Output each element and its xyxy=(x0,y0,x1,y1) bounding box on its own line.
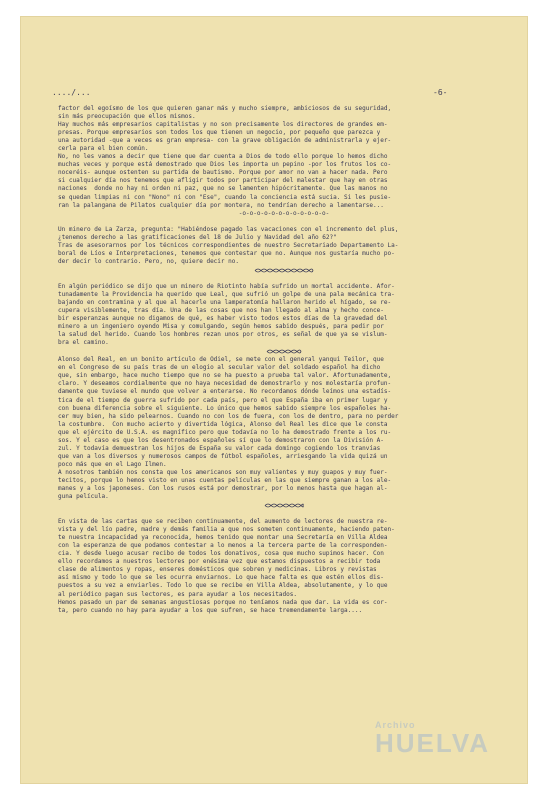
text-line: si cualquier día nos tenemos que afligir todos por participar del malestar que hay en otras xyxy=(58,177,388,185)
text-line: en el Congreso de su país tras de un elogio al secular valor del soldado español ha dicho xyxy=(58,364,381,372)
typed-text-body xyxy=(58,105,510,615)
text-line: así mismo y todo lo que se les ocurra enviarnos. Lo que hace falta es que estén ellos dis- xyxy=(58,574,384,582)
header-continuation-marker: ..../... xyxy=(52,88,91,97)
text-line: que van a los diversos y numerosos campos de fútbol españoles, arriesgando la vida quizá un xyxy=(58,452,388,460)
text-line: ta, pero cuando no hay para ayudar a los que sufren, se hace tremendamente larga.... xyxy=(58,606,363,614)
ornament-divider-2 xyxy=(58,347,510,356)
text-line: bir esperanzas aunque no digamos de qué, es haber visto todos estos días de la gravedad del xyxy=(58,315,388,323)
dash-separator: -o-o-o-o-o-o-o-o-o-o-o-o- xyxy=(238,209,330,217)
text-line: vista y del lío padre, madre y demás familia a que nos someten continuamente, haciendo paten- xyxy=(58,526,395,534)
text-line: con buena diferencia sobre el siguiente. Lo único que hemos sabido siempre los españoles ha- xyxy=(58,404,392,412)
archive-watermark: Archivo HUELVA xyxy=(375,720,491,758)
text-line: zul. Y todavía demuestran los hijos de España su valor cada domingo cogiendo los tranvías xyxy=(58,444,381,452)
text-line: que, sin embargo, hace mucho tiempo que no se ha puesto a prueba tal valor. Afortunadamente, xyxy=(58,372,392,380)
text-line: cia. Y desde luego acusar recibo de todos los donativos, cosa que mucho supimos hacer. Con xyxy=(58,550,384,558)
text-line: boral de Líos e Interpretaciones, tenemos que contestar que no. Aunque nos gustaría mucho po- xyxy=(58,249,395,257)
text-line: te nuestra incapacidad ya reconocida, hemos tenido que montar una Secretaría en Villa Aldea xyxy=(58,534,388,542)
text-line: Tras de asesorarnos por los técnicos correspondientes de nuestro Secretariado Departamento La- xyxy=(58,241,399,249)
paragraph-miner-question xyxy=(58,226,510,266)
paragraph-employers xyxy=(58,105,510,210)
text-line: cupera visiblemente, tras día. Una de las cosas que nos han llegado al alma y hecho conce- xyxy=(58,307,384,315)
paragraph-alonso-del-real xyxy=(58,356,510,501)
ornament-divider-3 xyxy=(58,501,510,510)
ornament-icon xyxy=(266,348,302,355)
text-line: bra el camino. xyxy=(58,339,109,347)
text-line: cerla para el bien común. xyxy=(58,145,149,153)
text-line: la salud del herido. Cuando los hombres rezan unos por otros, es señal de que ya se vislum- xyxy=(58,331,388,339)
text-line: se quedan limpias ni con "Nono" ni con "Ese", cuando la conciencia está sucia. Si les pusie- xyxy=(58,193,392,201)
text-line: Alonso del Real, en un bonito artículo de Odiel, se mete con el general yanqui Teilor, que xyxy=(58,356,384,364)
text-line: No, no les vamos a decir que tiene que dar cuenta a Dios de todo ello porque lo hemos dicho xyxy=(58,153,388,161)
text-line: ello recordamos a nuestros lectores por enésima vez que estamos dispuestos a recibir toda xyxy=(58,558,381,566)
ornament-divider-1 xyxy=(58,266,510,275)
text-line: der decir lo contrario. Pero, no, quiere decir no. xyxy=(58,257,240,265)
text-line: tecitos, porque lo hemos visto en unas cuentas películas en las que siempre ganan a los ale- xyxy=(58,476,392,484)
text-line: cer muy bien, ha sido pelearnos. Cuando no con los de fuera, con los de dentro, para no perder xyxy=(58,412,399,420)
text-line: En vista de las cartas que se reciben continuamente, del aumento de lectores de nuestra re- xyxy=(58,518,388,526)
text-line: que el ejército de U.S.A. es magnífico pero que todavía no lo ha demostrado frente a los ru- xyxy=(58,428,392,436)
paragraph-riotinto-accident xyxy=(58,283,510,347)
text-line: al periódico pagan sus lectores, es para ayudar a los necesitados. xyxy=(58,590,297,598)
text-line: con la esperanza de que podamos contestar a lo menos a la tercera parte de la corresponden- xyxy=(58,542,388,550)
text-line: una autoridad -que a veces es gran empresa- con la grave obligación de administrarla y ejer- xyxy=(58,137,392,145)
text-line: Un minero de La Zarza, pregunta: "Habiéndose pagado las vacaciones con el incremento del plus, xyxy=(58,225,399,233)
text-line: manes y a los japoneses. Con los rusos está por demostrar, por lo menos hasta que hagan al- xyxy=(58,485,388,493)
text-line: A nosotros también nos consta que los americanos son muy valientes y muy guapos y muy fuer- xyxy=(58,468,388,476)
text-line: naciones donde no hay ni orden ni paz, que no se lamenten hipócritamente. Que las manos no xyxy=(58,185,388,193)
ornament-icon xyxy=(254,267,314,274)
text-line: sos. Y el caso es que los desentronados españoles sí que lo demostraron con la División A- xyxy=(58,436,384,444)
text-line: ¿tenemos derecho a las gratificaciones del 18 de Julio y Navidad del año 62?" xyxy=(58,233,337,241)
text-line: tica de el tiempo de guerra sufrido por cada país, pero el que España iba en primer lugar y xyxy=(58,396,388,404)
text-line: muchas veces y porque está demostrado que Dios les importa un pepino -por los frutos los co- xyxy=(58,161,392,169)
text-line: claro. Y deseamos cordialmente que no haya necesidad de demostrarlo y nos molestaría profun- xyxy=(58,380,392,388)
text-line: En algún periódico se dijo que un minero de Riotinto había sufrido un mortal accidente. Afor- xyxy=(58,282,395,290)
text-line: Hemos pasado un par de semanas angustiosas porque no teníamos nada que dar. La vida es cor- xyxy=(58,598,388,606)
text-line: bajando en contramina y al que al hacerle una lamperatomía hallaron herido el hígado, se re- xyxy=(58,298,392,306)
text-line: sin más preocupación que ellos mismos. xyxy=(58,113,196,121)
text-line: Hay muchos más empresarios capitalistas y no son precisamente los directores de grandes em- xyxy=(58,121,388,129)
text-line: ran la palangana de Pilatos cualquier día por montera, no tendrían derecho a lamentarse... xyxy=(58,201,384,209)
document-page xyxy=(20,16,528,784)
text-line: guna película. xyxy=(58,493,109,501)
text-line: noceréis- aunque ostenten su partida de bautismo. Porque por amor no van a hacer nada. Pero xyxy=(58,169,388,177)
text-line: poco más que en el Lago Ilmen. xyxy=(58,460,167,468)
text-line: tunadamente la Providencia ha querido que Leal, que sufrió un golpe de una pala mecánica tra- xyxy=(58,290,395,298)
text-line: factor del egoísmo de los que quieren ganar más y mucho siempre, ambiciosos de su seguridad, xyxy=(58,105,392,112)
ornament-icon xyxy=(264,502,304,509)
text-line: puestos a su vez a enviarles. Todo lo que se recibe en Villa Aldea, absolutamente, y lo que xyxy=(58,582,388,590)
text-line: la costumbre. Con mucho acierto y divertida lógica, Alonso del Real les dice que le consta xyxy=(58,420,388,428)
text-line: minero a un ingeniero oyendo Misa y comulgando, según hemos sabido después, para pedir por xyxy=(58,323,384,331)
text-line: presas. Porque empresarios son todos los que tienen un negocio, por pequeño que parezca y xyxy=(58,129,381,137)
text-line: damente que tuviese el mundo que volver a enterarse. No recordamos dónde leímos una estadís- xyxy=(58,388,392,396)
paragraph-villa-aldea xyxy=(58,518,510,615)
page-number: -6- xyxy=(433,88,448,97)
text-line: clase de alimentos y ropas, enseres domésticos que sobren y medicinas. Libros y revistas xyxy=(58,566,377,574)
